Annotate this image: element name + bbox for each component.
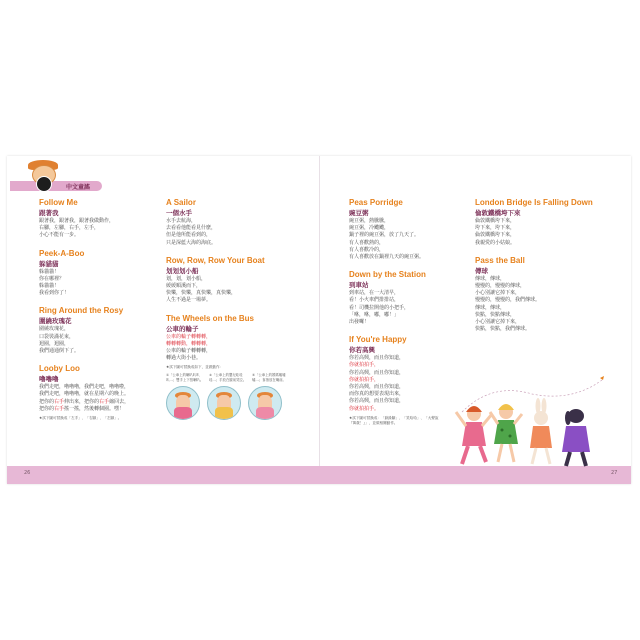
- lyric-line: 你就拍拍手，: [349, 376, 380, 383]
- song-title: Down by the Station: [349, 270, 426, 280]
- action-illustrations: [166, 386, 306, 420]
- lyric-line: 傳球，傳球，: [475, 275, 506, 282]
- lyric-line: 我們走吧，嚕嚕嚕，我們走吧，嚕嚕啦，: [39, 384, 130, 391]
- lyric-line: 你就拍拍手。: [349, 405, 380, 412]
- lyric-line: 慢慢的，慢慢的，我們傳球。: [475, 297, 541, 304]
- lyric-line: 你若高興，而且你知道，: [349, 369, 405, 376]
- song-title: The Wheels on the Bus: [166, 313, 255, 323]
- lyric-line: 跟著我，跟著我，跟著我做動作，: [39, 218, 115, 224]
- lyric-line: 我們走吧，嚕嚕嚕，就在星期六的晚上。: [39, 391, 130, 398]
- footnote: ★試下圖可替換成如下，並做動作：: [166, 365, 224, 370]
- song-subtitle: 躲貓貓: [39, 259, 59, 268]
- baby-illustration: [207, 386, 241, 420]
- song-title: Peas Porridge: [349, 198, 403, 207]
- lyric-line: 水手去航海，: [166, 218, 197, 224]
- footnote: ★試下圖可替換成：「跺跺腳」、「笑哈哈」、「大聲說『萬歲！』」，並做相關動作。: [349, 415, 439, 425]
- children-dancing-illustration: [452, 372, 622, 468]
- lyric-line: 你若高興，而且你知道，: [349, 355, 405, 362]
- lyric-line: 公車的輪子轉轉轉，: [166, 333, 212, 340]
- lyric-line: 轉過大街小巷。: [166, 355, 202, 362]
- lyric-line: 豌豆粥，熱騰騰，: [349, 218, 390, 224]
- column-2: [166, 198, 306, 420]
- lyric-line: 慢慢的，慢慢的傳球，: [475, 283, 526, 290]
- lyric-line: 你就拍拍手，: [349, 362, 380, 369]
- lyric-line: 人生不過是一場夢。: [166, 297, 212, 304]
- lyric-line: 倫敦鐵橋垮下來，: [475, 218, 516, 224]
- lyric-line: 躲貓貓！: [39, 283, 60, 290]
- lyric-line: 公車的輪子轉轉轉，: [166, 348, 212, 355]
- lyric-line: 快點，快點，我們傳球。: [475, 326, 531, 333]
- song-title: Row, Row, Row Your Boat: [166, 255, 265, 265]
- song-subtitle: 公車的輪子: [166, 324, 199, 333]
- song-title: Ring Around the Rosy: [39, 306, 124, 316]
- lyric-line: 划，划，划小船，: [166, 275, 207, 282]
- lyric-line: 口袋裝滿花束，: [39, 333, 75, 340]
- song-subtitle: 到車站: [349, 281, 369, 290]
- song-title: A Sailor: [166, 198, 196, 207]
- song-title: If You're Happy: [349, 335, 407, 345]
- lyric-line: 到車站，在一大清早，: [349, 290, 400, 297]
- lyric-line: 你在哪裡？: [39, 275, 65, 282]
- lyric-line: 只是深藍大海的海底。: [166, 239, 217, 246]
- section-tab-label: 中文童謠: [66, 184, 91, 191]
- lyric-line: 有人喜歡熱的，: [349, 239, 385, 246]
- lyric-line: 倫敦鐵橋垮下來，: [475, 232, 516, 239]
- page-number-left: 26: [24, 470, 31, 476]
- lyric-line: 把你的右手搖一搖，然後轉個圈。嘿！: [39, 405, 125, 412]
- lyric-line: 轉轉轉動，轉轉轉，: [166, 340, 212, 347]
- lyric-line: 出發囉！: [349, 319, 370, 326]
- lyric-line: 小心別讓它掉下來，: [475, 290, 521, 297]
- song-title: Peek-A-Boo: [39, 248, 85, 258]
- lyric-line: 右腳，左腳，右手，左手，: [39, 225, 100, 232]
- lyric-line: 「咻，咻，嘟，嘟！」: [349, 311, 400, 318]
- action-caption: ②「公車上的嬰兒哇哇哇…」手放在臉前哭泣。: [209, 373, 247, 382]
- song-subtitle: 嚕嚕嚕: [39, 375, 59, 384]
- highlight-word: 右手: [54, 405, 65, 412]
- lyric-line: 傳球，傳球，: [475, 304, 506, 311]
- lyric-line: 小心別讓它掉下來，: [475, 319, 521, 326]
- column-1: [39, 198, 179, 421]
- song-title: London Bridge Is Falling Down: [475, 198, 593, 207]
- lyric-line: 緩緩順溪而下，: [166, 283, 202, 290]
- lyric-line: 看！司機拉開他的小把手，: [349, 304, 410, 311]
- page-gutter: [319, 156, 320, 484]
- lyric-line: 有人喜歡冷的，: [349, 246, 385, 253]
- lyric-line: 看！小火車們排排站，: [349, 297, 400, 304]
- action-captions: [166, 373, 306, 382]
- lyric-line: 而你真的想要表現出來，: [349, 391, 405, 398]
- lyric-line: 你若高興，而且你知道，: [349, 398, 405, 405]
- song-title: Pass the Ball: [475, 255, 525, 265]
- lyric-line: 圍繞玫瑰花，: [39, 326, 70, 333]
- lyric-line: 去看看他能看見什麼，: [166, 225, 217, 232]
- lyric-line: 豌豆粥，冷颼颼，: [349, 225, 390, 232]
- lyric-line: 快點，快點傳球，: [475, 311, 516, 318]
- song-subtitle: 划划划小船: [166, 266, 199, 275]
- lyric-line: 我們通通倒下了。: [39, 348, 80, 355]
- song-subtitle: 你若高興: [349, 346, 375, 355]
- song-subtitle: 傳球: [475, 266, 488, 275]
- bottom-band: [7, 466, 631, 484]
- song-subtitle: 一個水手: [166, 209, 192, 217]
- action-caption: ①「公車上的喇叭叭叭叭…」雙手上下按喇叭。: [166, 373, 204, 382]
- footnote: ★試下圖可替換成「左手」、「右腳」、「左腳」。: [39, 416, 122, 421]
- lyric-line: 躲貓貓！: [39, 268, 60, 275]
- song-subtitle: 圍繞玫瑰花: [39, 317, 72, 326]
- song-subtitle: 跟著我: [39, 209, 59, 217]
- lyric-line: 你若高興，而且你知道，: [349, 384, 405, 391]
- horn-illustration: [166, 386, 200, 420]
- page-number-right: 27: [611, 470, 618, 476]
- lyric-line: 迴圈，迴圈，: [39, 340, 70, 347]
- lyric-line: 鍋子裡的豌豆粥，放了九天了。: [349, 232, 420, 239]
- ball-illustration: [36, 176, 52, 192]
- mother-illustration: [248, 386, 282, 420]
- action-caption: ③「公車上的媽媽嘘嘘嘘…」食指放在嘴前。: [252, 373, 286, 382]
- column-4: [475, 198, 615, 333]
- song-subtitle: 倫敦鐵橋垮下來: [475, 209, 521, 217]
- lyric-line: 小心不能有一步。: [39, 232, 80, 239]
- lyric-line: 我親愛的小姑娘。: [475, 239, 516, 246]
- highlight-word: 右手: [54, 398, 65, 405]
- lyric-line: 快樂，快樂，真快樂，真快樂，: [166, 290, 237, 297]
- song-title: Looby Loo: [39, 364, 80, 374]
- lyric-line: 把你的右手伸出來，把你的右手縮回去，: [39, 398, 130, 405]
- lyric-line: 但是他所能看到的，: [166, 232, 212, 239]
- lyric-line: 垮下來，垮下來，: [475, 225, 516, 232]
- song-subtitle: 豌豆粥: [349, 209, 369, 217]
- highlight-word: 右手: [99, 398, 110, 405]
- lyric-line: 有人喜歡放在鍋裡九天的豌豆粥。: [349, 254, 425, 261]
- song-title: Follow Me: [39, 198, 78, 207]
- lyric-line: 我看到你了！: [39, 290, 70, 297]
